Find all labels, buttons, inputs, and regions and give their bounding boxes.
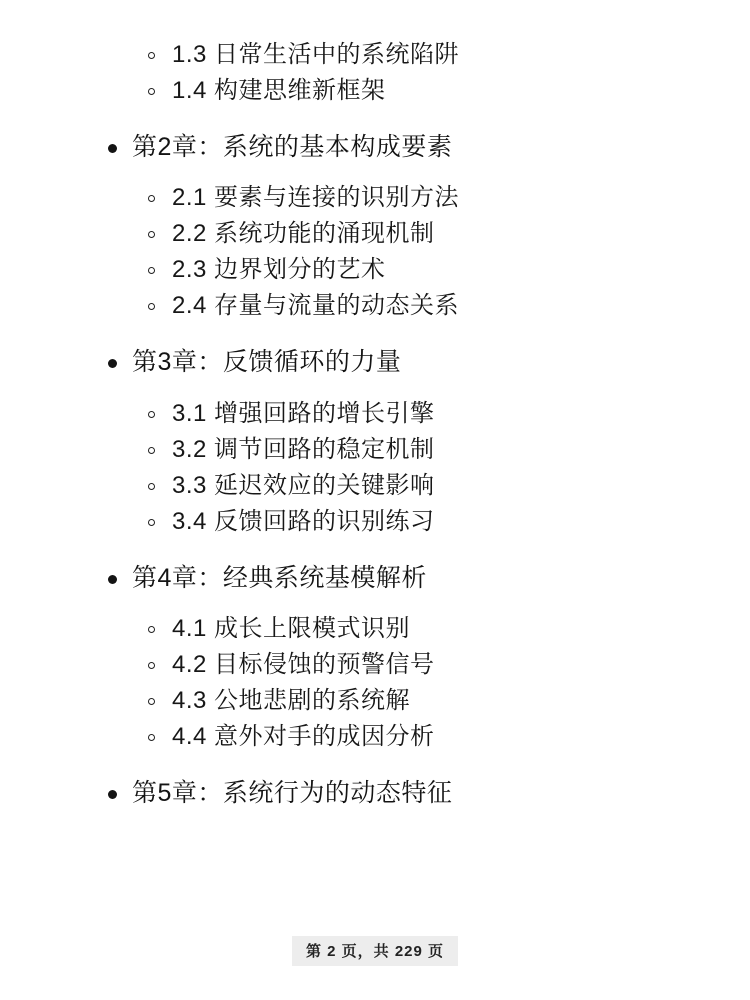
hollow-bullet-icon xyxy=(148,88,155,95)
toc-item-label: 第4章：经典系统基模解析 xyxy=(132,563,427,592)
toc-item-label: 4.1 成长上限模式识别 xyxy=(172,614,411,642)
toc-item-label: 第3章：反馈循环的力量 xyxy=(132,348,402,377)
toc-item-label: 4.2 目标侵蚀的预警信号 xyxy=(172,650,435,678)
table-of-contents xyxy=(60,40,690,809)
hollow-bullet-icon xyxy=(148,267,155,274)
toc-section-item[interactable] xyxy=(60,507,690,537)
toc-section-item[interactable] xyxy=(60,399,690,429)
toc-section-item[interactable] xyxy=(60,76,690,106)
toc-section-item[interactable] xyxy=(60,435,690,465)
toc-section-item[interactable] xyxy=(60,40,690,70)
toc-chapter-item[interactable] xyxy=(60,347,690,378)
toc-item-label: 2.2 系统功能的涌现机制 xyxy=(172,220,435,248)
toc-chapter-item[interactable] xyxy=(60,132,690,163)
toc-section-item[interactable] xyxy=(60,219,690,249)
hollow-bullet-icon xyxy=(148,519,155,526)
toc-item-label: 4.3 公地悲剧的系统解 xyxy=(172,686,411,714)
toc-section-item[interactable] xyxy=(60,471,690,501)
toc-section-item[interactable] xyxy=(60,255,690,285)
toc-item-label: 3.4 反馈回路的识别练习 xyxy=(172,507,435,535)
toc-item-label: 2.4 存量与流量的动态关系 xyxy=(172,292,460,320)
toc-item-label: 第5章：系统行为的动态特征 xyxy=(132,778,453,807)
filled-bullet-icon xyxy=(108,144,117,153)
toc-item-label: 3.1 增强回路的增长引擎 xyxy=(172,399,435,427)
hollow-bullet-icon xyxy=(148,231,155,238)
toc-item-label: 4.4 意外对手的成因分析 xyxy=(172,722,435,750)
hollow-bullet-icon xyxy=(148,411,155,418)
toc-section-item[interactable] xyxy=(60,686,690,716)
hollow-bullet-icon xyxy=(148,734,155,741)
toc-item-label: 1.4 构建思维新框架 xyxy=(172,77,386,104)
toc-item-label: 2.1 要素与连接的识别方法 xyxy=(172,184,460,212)
toc-section-item[interactable] xyxy=(60,722,690,752)
hollow-bullet-icon xyxy=(148,303,155,310)
hollow-bullet-icon xyxy=(148,52,155,59)
toc-item-label: 3.3 延迟效应的关键影响 xyxy=(172,471,435,499)
toc-chapter-item[interactable] xyxy=(60,563,690,594)
filled-bullet-icon xyxy=(108,790,117,799)
toc-section-item[interactable] xyxy=(60,650,690,680)
toc-item-label: 1.3 日常生活中的系统陷阱 xyxy=(172,41,460,68)
hollow-bullet-icon xyxy=(148,195,155,202)
hollow-bullet-icon xyxy=(148,626,155,633)
hollow-bullet-icon xyxy=(148,698,155,705)
filled-bullet-icon xyxy=(108,359,117,368)
toc-section-item[interactable] xyxy=(60,291,690,321)
filled-bullet-icon xyxy=(108,575,117,584)
toc-section-item[interactable] xyxy=(60,614,690,644)
hollow-bullet-icon xyxy=(148,662,155,669)
toc-section-item[interactable] xyxy=(60,183,690,213)
toc-chapter-item[interactable] xyxy=(60,778,690,809)
hollow-bullet-icon xyxy=(148,447,155,454)
toc-item-label: 第2章：系统的基本构成要素 xyxy=(132,133,453,161)
toc-item-label: 2.3 边界划分的艺术 xyxy=(172,256,386,284)
hollow-bullet-icon xyxy=(148,483,155,490)
toc-item-label: 3.2 调节回路的稳定机制 xyxy=(172,435,435,463)
page-footer xyxy=(0,936,750,966)
page-number-label: 第 2 页，共 229 页 xyxy=(292,936,458,966)
